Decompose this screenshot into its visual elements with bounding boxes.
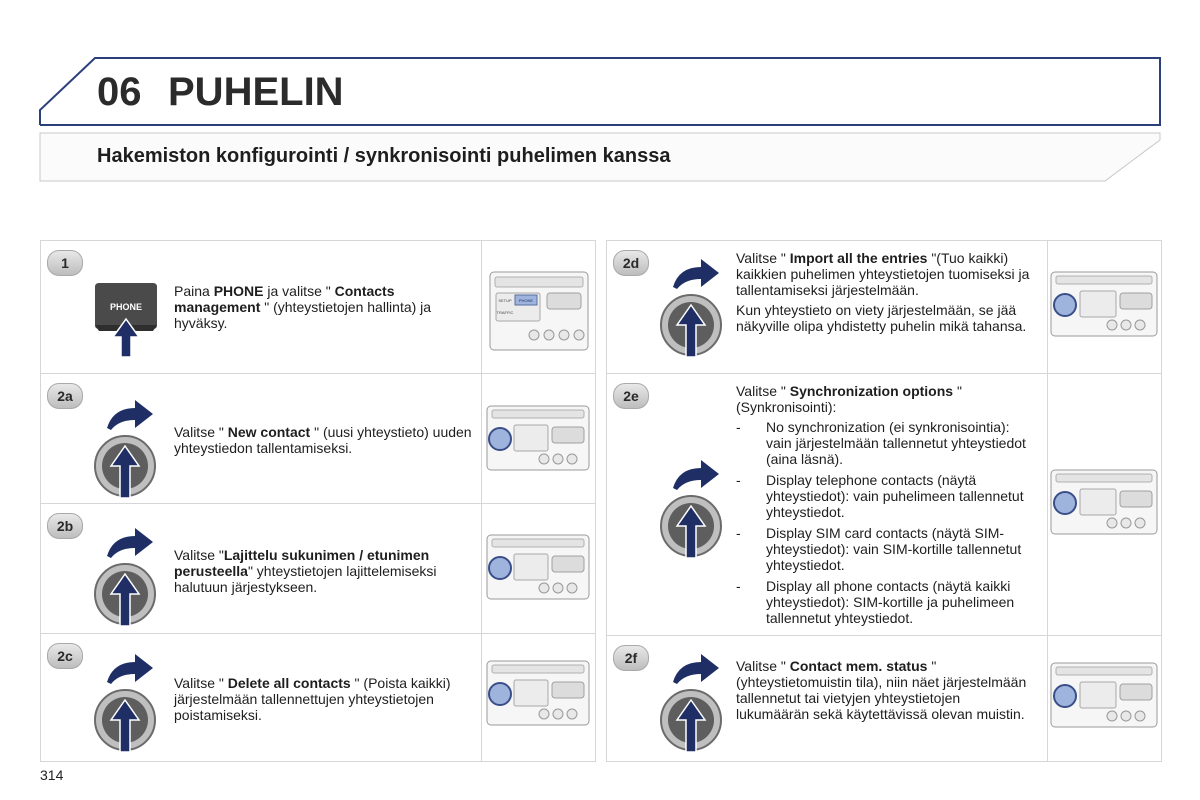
list-dash: - [736,525,741,541]
thumb-traffic-label: TRAFFIC [496,310,514,315]
step-text-part: Valitse " [174,424,228,440]
menu-option-name: New contact [227,424,311,440]
step-2c-row [41,633,595,762]
step-badge: 2e [613,383,649,409]
sync-option-text: Display all phone contacts (näytä kaikki yhteystiedot): SIM-kortille ja puhelimeen tallennetut yhteystiedot. [766,578,1015,626]
rotary-knob-press-icon [657,648,727,753]
radio-panel-thumbnail [486,534,590,600]
radio-thumbnail-cell [481,374,596,504]
sync-option-text: No synchronization (ei synkronisointia): vain järjestelmään tallennetut yhteystiedot (aina läsnä). [766,419,1026,467]
menu-option-name: Import all the entries [789,250,928,266]
step-2a-text [174,424,474,456]
step-1-row [41,241,595,373]
step-text-part: " (uusi yhteystieto) uuden yhteystiedon tallentamiseksi. [174,424,472,456]
rotary-knob-press-icon [91,394,161,499]
step-text-part: " yhteystietojen lajittelemiseksi halutuun järjestykseen. [174,563,437,595]
step-2e-row [607,373,1161,636]
step-text-part: " (Poista kaikki) järjestelmään tallennettujen yhteystietojen poistamiseksi. [174,675,451,723]
right-steps-panel [606,240,1162,762]
radio-panel-thumbnail [489,271,589,351]
radio-thumbnail-cell [1047,241,1162,373]
step-badge: 2d [613,250,649,276]
phone-key-icon [93,279,159,357]
step-text-part: "(Tuo kaikki) kaikkien puhelimen yhteystietojen tuomiseksi ja tallentamiseksi järjestelmään. [736,250,1030,298]
page-number: 314 [40,767,64,783]
radio-thumbnail-cell [1047,374,1162,636]
step-text-part: ja valitse " [263,283,335,299]
list-dash: - [736,472,741,488]
rotary-knob-press-icon [91,522,161,627]
phone-key-label: PHONE [109,302,143,312]
radio-panel-thumbnail [486,405,590,471]
sync-option-text: Display telephone contacts (näytä yhteystiedot): vain puhelimeen tallennetut yhteystiedot. [766,472,1024,520]
thumb-phone-label: PHONE [518,298,534,303]
sync-option-text: Display SIM card contacts (näytä SIM-yhteystiedot): vain SIM-kortille tallennetut yhteystiedot. [766,525,1022,573]
list-dash: - [736,578,741,594]
step-2d-row [607,241,1161,373]
sync-option-item [736,578,1036,626]
step-2b-text [174,547,474,595]
step-text-part: " (Synkronisointi): [736,383,962,415]
sync-option-item [736,419,1036,467]
step-text-part: Valitse " [174,547,224,563]
menu-option-name: Lajittelu sukunimen / etunimen perusteella [174,547,430,579]
step-text-part: Valitse " [736,383,790,399]
radio-panel-thumbnail [486,660,590,726]
step-2c-text [174,675,474,723]
step-badge: 2c [47,643,83,669]
step-2d-note: Kun yhteystieto on viety järjestelmään, se jää näkyville olipa yhdistetty puhelin mikä tahansa. [736,302,1027,334]
menu-option-name: Delete all contacts [227,675,351,691]
menu-option-name: Synchronization options [789,383,954,399]
step-2f-row [607,635,1161,762]
step-text-part: " (yhteystietojen hallinta) ja hyväksy. [174,299,432,331]
radio-thumbnail-cell [481,504,596,634]
rotary-knob-press-icon [657,454,727,559]
radio-panel-thumbnail [1050,469,1158,535]
phone-key-term: PHONE [213,283,264,299]
step-2d-text [736,250,1036,334]
step-2a-row [41,373,595,504]
step-badge: 1 [47,250,83,276]
thumb-setup-label: SETUP [498,298,512,303]
sync-option-item [736,525,1036,573]
step-badge: 2f [613,645,649,671]
left-steps-panel [40,240,596,762]
step-2f-text [736,658,1036,722]
sync-option-item [736,472,1036,520]
menu-option-name: Contact mem. status [789,658,928,674]
step-text-part: Valitse " [736,658,790,674]
menu-option-name: Contacts management [174,283,395,315]
step-text-part: Valitse " [174,675,228,691]
step-badge: 2a [47,383,83,409]
radio-panel-thumbnail [1050,271,1158,337]
step-1-text [174,283,464,331]
list-dash: - [736,419,741,435]
radio-thumbnail-cell [481,241,596,373]
radio-thumbnail-cell [1047,636,1162,762]
radio-thumbnail-cell [481,634,596,762]
chapter-title: PUHELIN [168,70,344,114]
step-badge: 2b [47,513,83,539]
section-title: Hakemiston konfigurointi / synkronisointi puhelimen kanssa [97,145,671,167]
step-text-part: Valitse " [736,250,790,266]
chapter-number: 06 [97,70,142,114]
radio-panel-thumbnail [1050,662,1158,728]
step-2e-text [736,383,1036,631]
rotary-knob-press-icon [657,253,727,358]
step-2b-row [41,503,595,634]
step-text-part: Paina [174,283,214,299]
step-text-part: " (yhteystietomuistin tila), niin näet järjestelmään tallennetut tai vietyjen yhteystietojen lukumäärän sekä käytettävissä olevan muistin. [736,658,1027,722]
sync-options-list [736,419,1036,626]
rotary-knob-press-icon [91,648,161,753]
